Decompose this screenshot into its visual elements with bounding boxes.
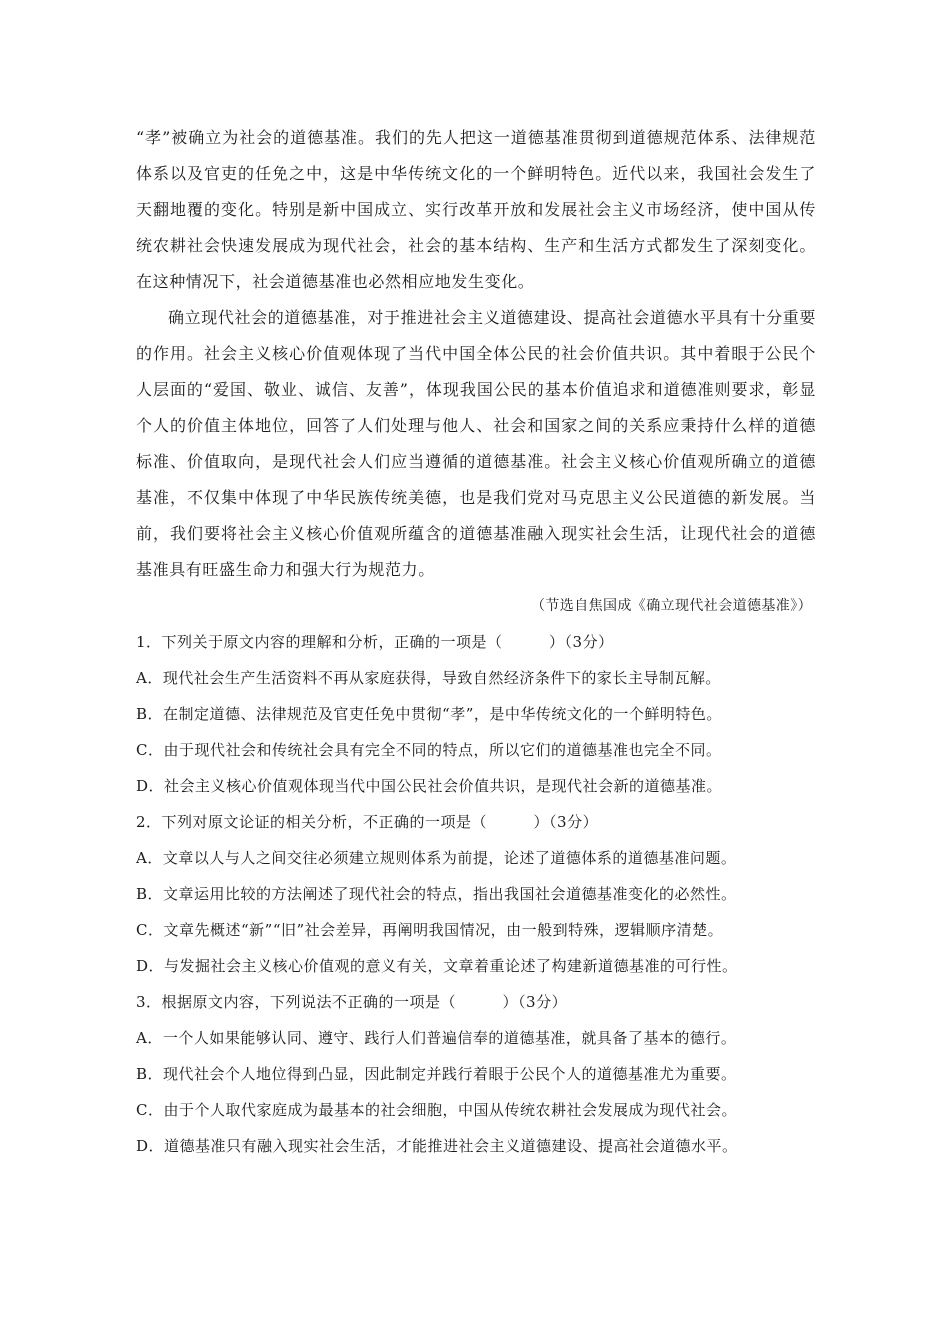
- option-d[interactable]: D．道德基准只有融入现实社会生活，才能推进社会主义道德建设、提高社会道德水平。: [136, 1137, 738, 1155]
- question-stem: 1．下列关于原文内容的理解和分析，正确的一项是（ ）（3分）: [136, 633, 614, 651]
- option-a[interactable]: A．现代社会生产生活资料不再从家庭获得，导致自然经济条件下的家长主导制瓦解。: [136, 669, 721, 687]
- option-b[interactable]: B．现代社会个人地位得到凸显，因此制定并践行着眼于公民个人的道德基准尤为重要。: [136, 1065, 737, 1083]
- option-d[interactable]: D．社会主义核心价值观体现当代中国公民社会价值共识，是现代社会新的道德基准。: [136, 777, 723, 795]
- question-stem: 3．根据原文内容，下列说法不正确的一项是（ ）（3分）: [136, 993, 568, 1011]
- option-a[interactable]: A．一个人如果能够认同、遵守、践行人们普遍信奉的道德基准，就具备了基本的德行。: [136, 1029, 737, 1047]
- question-2: [136, 804, 816, 984]
- option-c[interactable]: C．由于个人取代家庭成为最基本的社会细胞，中国从传统农耕社会发展成为现代社会。: [136, 1101, 737, 1119]
- option-b[interactable]: B．文章运用比较的方法阐述了现代社会的特点，指出我国社会道德基准变化的必然性。: [136, 885, 737, 903]
- question-3: [136, 984, 816, 1164]
- option-d[interactable]: D．与发掘社会主义核心价值观的意义有关，文章着重论述了构建新道德基准的可行性。: [136, 957, 738, 975]
- option-b[interactable]: B．在制定道德、法律规范及官吏任免中贯彻“孝”，是中华传统文化的一个鲜明特色。: [136, 705, 722, 723]
- question-1: [136, 624, 816, 804]
- option-c[interactable]: C．由于现代社会和传统社会具有完全不同的特点，所以它们的道德基准也完全不同。: [136, 741, 722, 759]
- option-c[interactable]: C．文章先概述“新”“旧”社会差异，再阐明我国情况，由一般到特殊，逻辑顺序清楚。: [136, 921, 724, 939]
- exam-page: [136, 120, 816, 1164]
- passage-source: （节选自焦国成《确立现代社会道德基准》）: [531, 598, 812, 614]
- option-a[interactable]: A．文章以人与人之间交往必须建立规则体系为前提，论述了道德体系的道德基准问题。: [136, 849, 737, 867]
- passage-paragraph-2: 确立现代社会的道德基准，对于推进社会主义道德建设、提高社会道德水平具有十分重要的作用。社会主义核心价值观体现了当代中国全体公民的社会价值共识。其中着眼于公民个人层面的“爱国、敬业、诚信、友善”，体现我国公民的基本价值追求和道德准则要求，彰显个人的价值主体地位，回答了人们处理与他人、社会和国家之间的关系应秉持什么样的道德标准、价值取向，是现代社会人们应当遵循的道德基准。社会主义核心价值观所确立的道德基准，不仅集中体现了中华民族传统美德，也是我们党对马克思主义公民道德的新发展。当前，我们要将社会主义核心价值观所蕴含的道德基准融入现实社会生活，让现代社会的道德基准具有旺盛生命力和强大行为规范力。: [136, 308, 816, 579]
- question-stem: 2．下列对原文论证的相关分析，不正确的一项是（ ）（3分）: [136, 813, 599, 831]
- passage-paragraph-1: “孝”被确立为社会的道德基准。我们的先人把这一道德基准贯彻到道德规范体系、法律规范体系以及官吏的任免之中，这是中华传统文化的一个鲜明特色。近代以来，我国社会发生了天翻地覆的变化。特别是新中国成立、实行改革开放和发展社会主义市场经济，使中国从传统农耕社会快速发展成为现代社会，社会的基本结构、生产和生活方式都发生了深刻变化。在这种情况下，社会道德基准也必然相应地发生变化。: [136, 128, 816, 291]
